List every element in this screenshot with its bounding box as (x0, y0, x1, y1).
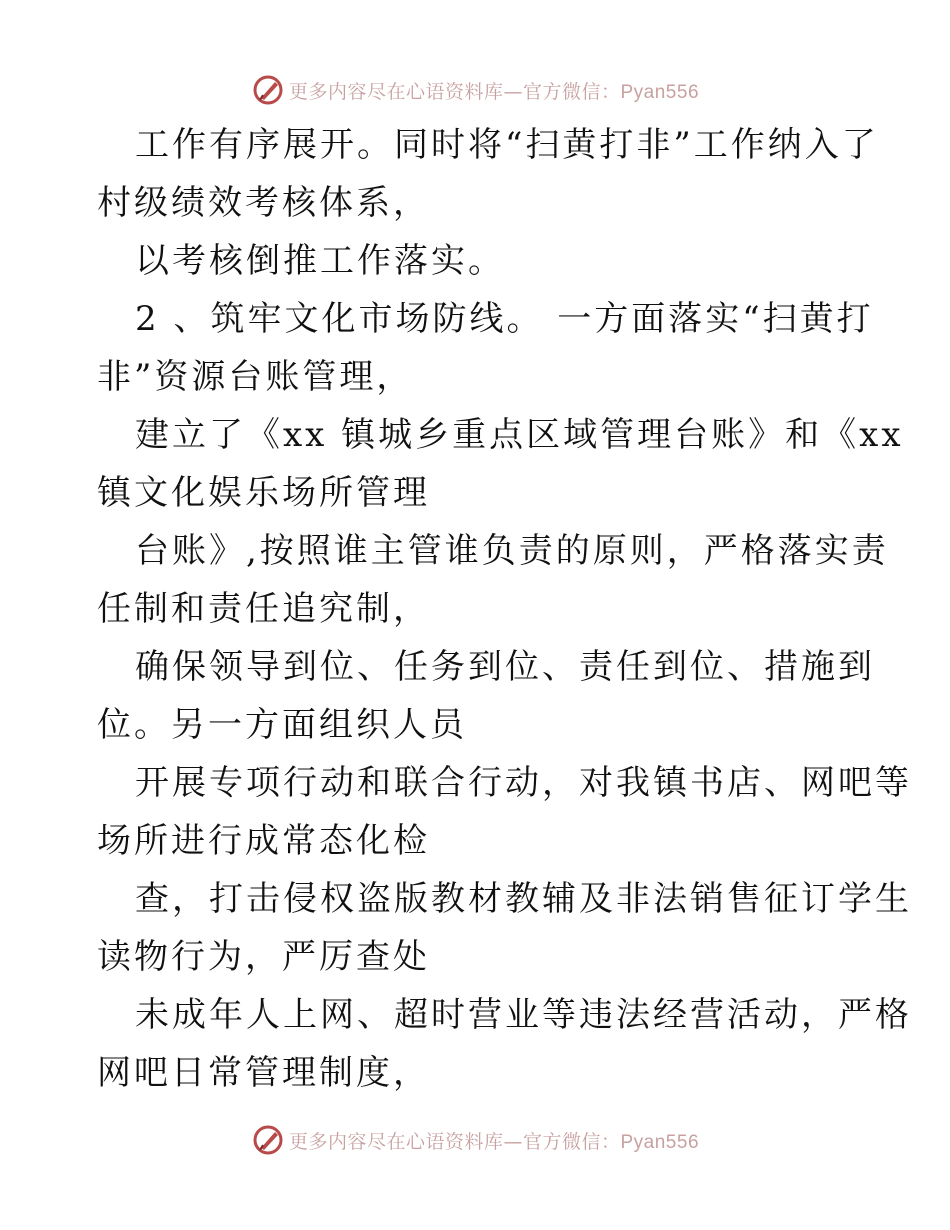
text-line: 未成年人上网、超时营业等违法经营活动，严格 (135, 995, 912, 1035)
text-line: 场所进行成常态化检 (97, 821, 430, 861)
text-line: 台账》,按照谁主管谁负责的原则，严格落实责 (135, 531, 889, 571)
text-line: 镇文化娱乐场所管理 (97, 473, 430, 513)
text-line: 建立了《xx 镇城乡重点区域管理台账》和《xx (135, 415, 904, 455)
document-body (97, 116, 912, 1102)
text-line: 以考核倒推工作落实。 (135, 241, 505, 281)
text-line: 确保领导到位、任务到位、责任到位、措施到 (135, 647, 875, 687)
watermark-text: 更多内容尽在心语资料库—官方微信：Pyan556 (288, 1130, 700, 1153)
text-line: 非”资源台账管理， (97, 357, 414, 397)
text-line: 工作有序展开。同时将“扫黄打非”工作纳入了 (135, 125, 879, 165)
text-line: 网吧日常管理制度， (97, 1053, 430, 1093)
quill-pen-logo-icon (251, 73, 285, 107)
text-line: 读物行为，严厉查处 (97, 937, 430, 977)
text-line: 位。另一方面组织人员 (97, 705, 467, 745)
footer-watermark (0, 1120, 950, 1160)
text-line: 任制和责任追究制， (97, 589, 430, 629)
watermark-text: 更多内容尽在心语资料库—官方微信：Pyan556 (288, 80, 700, 103)
text-line: 2 、筑牢文化市场防线。 一方面落实“扫黄打 (135, 299, 874, 339)
text-line: 开展专项行动和联合行动，对我镇书店、网吧等 (135, 763, 912, 803)
header-watermark (0, 70, 950, 110)
text-line: 村级绩效考核体系， (97, 183, 430, 223)
text-line: 查，打击侵权盗版教材教辅及非法销售征订学生 (135, 879, 912, 919)
quill-pen-logo-icon (251, 1123, 285, 1157)
